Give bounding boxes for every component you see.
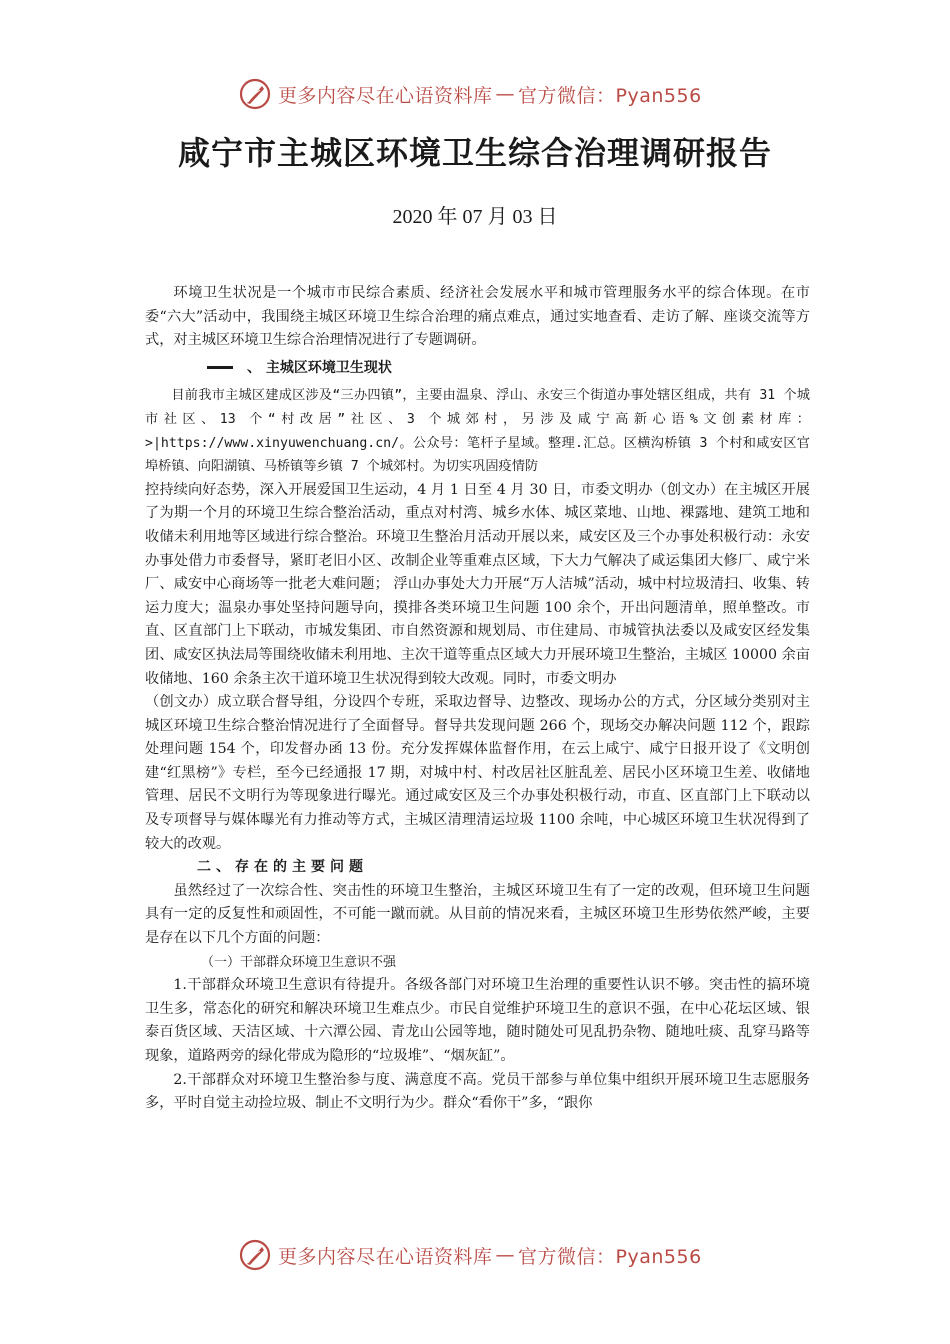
document-body xyxy=(145,282,810,1116)
section-2-heading: 二、存在的主要问题 xyxy=(197,859,368,876)
watermark-text-main: 更多内容尽在心语资料库 xyxy=(278,1245,493,1268)
watermark-text-wechat: 官方微信：Pyan556 xyxy=(518,84,702,107)
intro-paragraph: 环境卫生状况是一个城市市民综合素质、经济社会发展水平和城市管理服务水平的综合体现。在市委“六大”活动中，我围绕主城区环境卫生综合治理的痛点难点，通过实地查看、走访了解、座谈交流等方式，对主城区环境卫生综合治理情况进行了专题调研。 xyxy=(145,285,810,349)
section-1-paragraph-1: 目前我市主城区建成区涉及“三办四镇”，主要由温泉、浮山、永安三个街道办事处辖区组成，共有 31 个城市社区、13 个“村改居”社区、3 个城郊村，另涉及咸宁高新心语%文创素材库：>|https://www.xinyuwenchuang.cn/。公众号：笔杆子星域。整理.汇总。区横沟桥镇 3 个村和咸安区官埠桥镇、向阳湖镇、马桥镇等乡镇 7 个城郊村。为切实巩固疫情防 xyxy=(145,388,810,475)
watermark-separator: — xyxy=(495,83,516,105)
section-1-title: 、 主城区环境卫生现状 xyxy=(247,359,392,376)
watermark-text-wechat: 官方微信：Pyan556 xyxy=(518,1245,702,1268)
section-1-paragraph-3: （创文办）成立联合督导组，分设四个专班，采取边督导、边整改、现场办公的方式，分区域分类别对主城区环境卫生综合整治情况进行了全面督导。督导共发现问题 266 个，现场交办解决问题 112 个，跟踪处理问题 154 个，印发督办函 13 份。充分发挥媒体监督作用，在云上咸宁、咸宁日报开设了《文明创建“红黑榜”》专栏，至今已经通报 17 期，对城中村、村改居社区脏乱差、居民小区环境卫生差、收储地管理、居民不文明行为等现象进行曝光。通过咸安区及三个办事处积极行动，市直、区直部门上下联动以及专项督导与媒体曝光有力推动等方式，主城区清理清运垃圾 1100 余吨，中心城区环境卫生状况得到了较大的改观。 xyxy=(145,694,810,852)
quill-logo-icon xyxy=(238,77,272,111)
document-date: 2020 年 07 月 03 日 xyxy=(392,206,558,228)
point-1-paragraph: 1.干部群众环境卫生意识有待提升。各级各部门对环境卫生治理的重要性认识不够。突击性的搞环境卫生多，常态化的研究和解决环境卫生难点少。市民自觉维护环境卫生的意识不强，在中心花坛区域、银泰百货区域、天洁区域、十六潭公园、青龙山公园等地，随时随处可见乱扔杂物、随地吐痰、乱穿马路等现象，道路两旁的绿化带成为隐形的“垃圾堆”、“烟灰缸”。 xyxy=(145,977,810,1064)
section-1-dash xyxy=(207,366,233,369)
section-2-paragraph-1: 虽然经过了一次综合性、突击性的环境卫生整治，主城区环境卫生有了一定的改观，但环境卫生问题具有一定的反复性和顽固性，不可能一蹴而就。从目前的情况来看，主城区环境卫生形势依然严峻，主要是存在以下几个方面的问题： xyxy=(145,882,810,947)
point-2-paragraph: 2.干部群众对环境卫生整治参与度、满意度不高。党员干部参与单位集中组织开展环境卫生志愿服务多，平时自觉主动捡垃圾、制止不文明行为少。群众“看你干”多，“跟你 xyxy=(145,1071,810,1112)
watermark-text-main: 更多内容尽在心语资料库 xyxy=(278,84,493,107)
subsection-1-heading: （一）干部群众环境卫生意识不强 xyxy=(201,954,397,970)
quill-logo-icon xyxy=(238,1238,272,1272)
document-title: 咸宁市主城区环境卫生综合治理调研报告 xyxy=(177,134,772,172)
footer-watermark xyxy=(238,1238,702,1272)
watermark-separator: — xyxy=(495,1244,516,1266)
section-1-paragraph-2: 控持续向好态势，深入开展爱国卫生运动，4 月 1 日至 4 月 30 日，市委文明办（创文办）在主城区开展了为期一个月的环境卫生综合整治活动，重点对村湾、城乡水体、城区菜地、山地、裸露地、建筑工地和收储未利用地等区域进行综合整治。环境卫生整治月活动开展以来，咸安区及三个办事处积极行动：永安办事处借力市委督导，紧盯老旧小区、改制企业等重难点区域，下大力气解决了咸运集团大修厂、咸宁米厂、咸安中心商场等一批老大难问题； 浮山办事处大力开展“万人洁城”活动，城中村垃圾清扫、收集、转运力度大；温泉办事处坚持问题导向，摸排各类环境卫生问题 100 余个，开出问题清单，照单整改。市直、区直部门上下联动，市城发集团、市自然资源和规划局、市住建局、市城管执法委以及咸安区经发集团、咸安区执法局等围绕收储未利用地、主次干道等重点区域大力开展环境卫生整治，主城区 10000 余亩收储地、160 余条主次干道环境卫生状况得到较大改观。同时，市委文明办 xyxy=(145,481,810,687)
header-watermark xyxy=(238,77,702,111)
section-1-heading xyxy=(145,357,810,381)
